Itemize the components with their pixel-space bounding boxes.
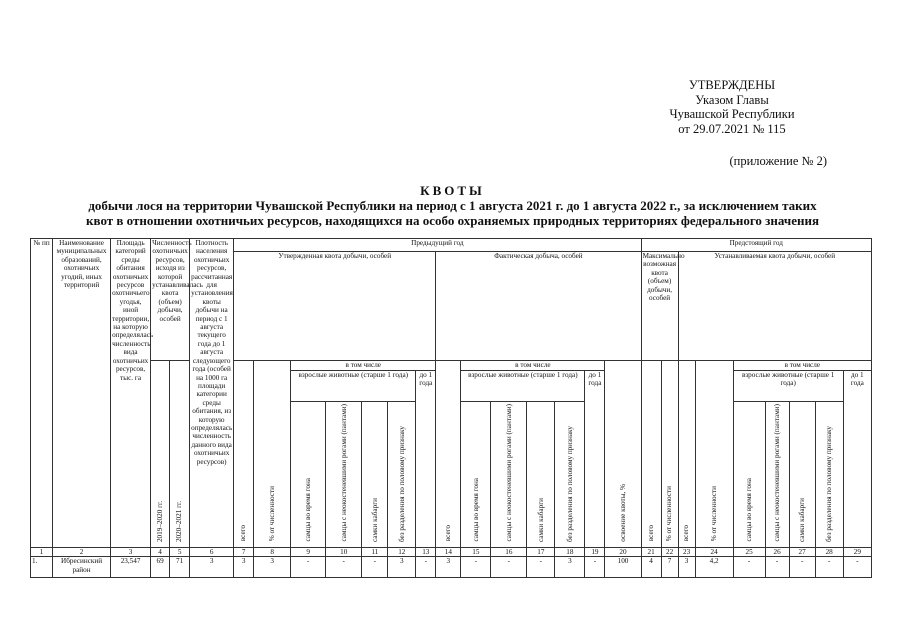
- column-number: 18: [555, 548, 585, 557]
- table-cell: 4: [641, 557, 661, 578]
- column-number: 19: [585, 548, 605, 557]
- table-cell: -: [585, 557, 605, 578]
- header-count: Численность охотничьих ресурсов, исходя из которой устанавливалась квота (объем) добычи, особей: [151, 239, 190, 361]
- header-set-pct: % от численности: [695, 361, 733, 548]
- title-line-2: добычи лося на территории Чувашской Республики на период с 1 августа 2021 г. до 1 августа 2022 г., за исключением таких: [88, 198, 817, 213]
- header-prev-incl: в том числе: [291, 361, 436, 371]
- header-prev-females: самки кабарги: [362, 402, 388, 548]
- table-cell: 3: [388, 557, 416, 578]
- header-prev-pct: % от численности: [254, 361, 291, 548]
- header-max-total: всего: [641, 361, 661, 548]
- header-set-total: всего: [678, 361, 695, 548]
- header-act-females: самки кабарги: [527, 402, 555, 548]
- header-act-males-rut: самцы во время гона: [461, 402, 491, 548]
- table-cell: -: [843, 557, 871, 578]
- document-title: [0, 183, 905, 228]
- column-number: 28: [815, 548, 843, 557]
- table-cell: -: [491, 557, 527, 578]
- table-cell: 3: [254, 557, 291, 578]
- table-body: [31, 557, 872, 578]
- table-cell: -: [362, 557, 388, 578]
- column-number: 17: [527, 548, 555, 557]
- column-number: 3: [111, 548, 151, 557]
- quota-table: [30, 238, 872, 578]
- column-number: 15: [461, 548, 491, 557]
- header-next-year: Предстоящий год: [641, 239, 871, 252]
- header-max-pct: % от численности: [661, 361, 678, 548]
- table-cell: 3: [436, 557, 461, 578]
- column-number: 6: [190, 548, 234, 557]
- column-number: 10: [326, 548, 362, 557]
- table-cell: 23,547: [111, 557, 151, 578]
- header-prev-total: всего: [234, 361, 254, 548]
- header-act-adults: взрослые животные (старше 1 года): [461, 371, 585, 402]
- table-cell: -: [765, 557, 789, 578]
- column-number: 5: [170, 548, 190, 557]
- header-act-males-horns: самцы с неокостеневшими рогами (пантами): [491, 402, 527, 548]
- column-number: 12: [388, 548, 416, 557]
- table-cell: 3: [678, 557, 695, 578]
- header-set-under1: до 1 года: [843, 371, 871, 548]
- header-y2019: 2019–2020 гг.: [151, 361, 170, 548]
- header-prev-males-rut: самцы во время гона: [291, 402, 326, 548]
- header-prev-under1: до 1 года: [416, 371, 436, 548]
- header-quota-pct: освоение квоты, %: [605, 361, 641, 548]
- column-number: 8: [254, 548, 291, 557]
- column-number: 1: [31, 548, 53, 557]
- header-act-under1: до 1 года: [585, 371, 605, 548]
- header-act-incl: в том числе: [461, 361, 605, 371]
- table-cell: 3: [190, 557, 234, 578]
- table-cell: 4,2: [695, 557, 733, 578]
- table-cell: 71: [170, 557, 190, 578]
- table-cell: 100: [605, 557, 641, 578]
- table-cell: -: [461, 557, 491, 578]
- column-number: 9: [291, 548, 326, 557]
- header-set-incl: в том числе: [733, 361, 871, 371]
- table-cell: -: [789, 557, 815, 578]
- approval-line-2: Указом Главы: [695, 92, 769, 107]
- column-number: 21: [641, 548, 661, 557]
- approval-line-1: УТВЕРЖДЕНЫ: [688, 78, 776, 92]
- title-line-3: квот в отношении охотничьих ресурсов, находящихся на особо охраняемых природных территориях федерального значения: [86, 213, 819, 228]
- header-density: Плотность населения охотничьих ресурсов, рассчитанная для установления квоты добычи на период с 1 августа текущего года до 1 августа следующего года (особей на 1000 га площади категории среды обитания, из которую определялась численность данного вида охотничьих ресурсов): [190, 239, 234, 548]
- table-cell: 7: [661, 557, 678, 578]
- column-number: 24: [695, 548, 733, 557]
- header-prev-nosex: без разделения по половому признаку: [388, 402, 416, 548]
- table-row: [31, 557, 872, 578]
- header-approved-quota: Утвержденная квота добычи, особей: [234, 252, 436, 361]
- column-number: 14: [436, 548, 461, 557]
- header-max-quota: Максимально возможная квота (объем) добычи, особей: [641, 252, 678, 361]
- column-number-row: [31, 548, 872, 557]
- header-set-nosex: без разделения по половому признаку: [815, 402, 843, 548]
- column-number: 29: [843, 548, 871, 557]
- header-set-females: самки кабарги: [789, 402, 815, 548]
- table-cell: -: [815, 557, 843, 578]
- column-number: 20: [605, 548, 641, 557]
- header-prev-adults: взрослые животные (старше 1 года): [291, 371, 416, 402]
- column-number: 2: [53, 548, 111, 557]
- header-act-total: всего: [436, 361, 461, 548]
- approval-block: [632, 78, 832, 136]
- row-name: Ибресинский район: [53, 557, 111, 578]
- column-number: 22: [661, 548, 678, 557]
- header-name: Наименование муниципальных образований, охотничьих угодий, иных территорий: [53, 239, 111, 548]
- column-number: 25: [733, 548, 765, 557]
- table-cell: -: [416, 557, 436, 578]
- table-cell: -: [527, 557, 555, 578]
- approval-line-3: Чувашской Республики: [669, 107, 795, 121]
- header-set-males-horns: самцы с неокостеневшими рогами (пантами): [765, 402, 789, 548]
- table-cell: -: [291, 557, 326, 578]
- row-number: 1.: [31, 557, 53, 578]
- column-number: 4: [151, 548, 170, 557]
- column-number: 11: [362, 548, 388, 557]
- header-actual: Фактическая добыча, особей: [436, 252, 641, 361]
- header-set-quota: Устанавливаемая квота добычи, особей: [678, 252, 871, 361]
- title-heading: КВОТЫ: [420, 183, 485, 198]
- column-number: 23: [678, 548, 695, 557]
- column-number: 27: [789, 548, 815, 557]
- column-number: 7: [234, 548, 254, 557]
- header-prev-year: Предыдущий год: [234, 239, 641, 252]
- header-act-nosex: без разделения по половому признаку: [555, 402, 585, 548]
- appendix-label: (приложение № 2): [729, 154, 827, 168]
- header-set-males-rut: самцы во время гона: [733, 402, 765, 548]
- column-number: 13: [416, 548, 436, 557]
- table-cell: -: [326, 557, 362, 578]
- table-cell: 3: [555, 557, 585, 578]
- column-number: 16: [491, 548, 527, 557]
- approval-line-4: от 29.07.2021 № 115: [678, 121, 786, 136]
- header-prev-males-horns: самцы с неокостеневшими рогами (пантами): [326, 402, 362, 548]
- column-number: 26: [765, 548, 789, 557]
- table-cell: 69: [151, 557, 170, 578]
- header-area: Площадь категорий среды обитания охотничьих ресурсов охотничьего угодья, иной территории, на которую определялась численность вида охотничьих ресурсов, тыс. га: [111, 239, 151, 548]
- header-y2020: 2020–2021 гг.: [170, 361, 190, 548]
- table-cell: 3: [234, 557, 254, 578]
- header-set-adults: взрослые животные (старше 1 года): [733, 371, 843, 402]
- header-num: № пп: [31, 239, 53, 548]
- table-cell: -: [733, 557, 765, 578]
